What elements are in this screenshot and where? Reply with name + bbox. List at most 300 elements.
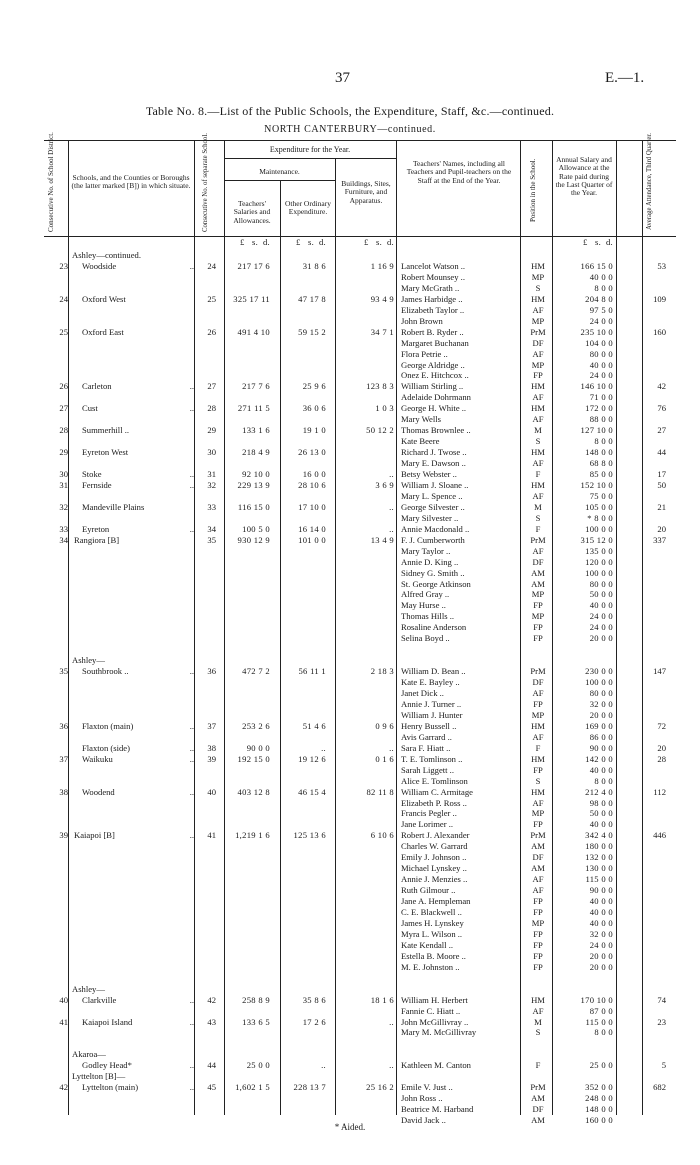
teachers-salaries: 25 0 0 (246, 1060, 270, 1071)
school-name: Stoke (82, 469, 102, 479)
position: AM (531, 567, 545, 578)
position: DF (532, 852, 544, 863)
other-expenditure: 19 1 0 (302, 425, 326, 436)
annual-salary: 152 10 0 (580, 479, 613, 490)
position: M (534, 501, 542, 512)
teachers-salaries: 472 7 2 (242, 666, 270, 677)
buildings-cost: .. (389, 501, 394, 512)
annual-salary: 98 0 0 (589, 797, 613, 808)
school-name: Woodside (82, 261, 117, 271)
annual-salary: 24 0 0 (589, 370, 613, 381)
table-row (44, 622, 676, 633)
position: MP (531, 315, 545, 326)
position: PrM (530, 830, 546, 841)
position: MP (531, 917, 545, 928)
table-row (44, 1104, 676, 1115)
annual-salary: 40 0 0 (589, 917, 613, 928)
table-row (44, 699, 676, 710)
position: FP (533, 939, 543, 950)
average-attendance: 17 (657, 469, 666, 479)
teacher-name: Avis Garrard .. (401, 731, 452, 742)
annual-salary: 104 0 0 (585, 337, 613, 348)
position: AF (532, 348, 544, 359)
pounds-label: £ (582, 237, 588, 247)
other-expenditure: 51 4 6 (302, 720, 326, 731)
teacher-name: Alfred Gray .. (401, 589, 450, 600)
teacher-name: Mary Silvester .. (401, 512, 459, 523)
average-attendance: 28 (657, 753, 666, 764)
teacher-name: Annie J. Menzies .. (401, 874, 468, 885)
table-row (44, 973, 676, 984)
table-row (44, 600, 676, 611)
teacher-name: Kate Kendall .. (401, 939, 454, 950)
other-expenditure: 228 13 7 (293, 1082, 326, 1093)
annual-salary: 80 0 0 (589, 578, 613, 589)
annual-salary: 40 0 0 (589, 896, 613, 906)
table-row (44, 381, 676, 392)
table-row (44, 1027, 676, 1038)
teachers-salaries: 217 17 6 (237, 261, 270, 271)
district-no: 38 (59, 786, 68, 797)
position: AF (532, 885, 544, 896)
table-row (44, 338, 676, 349)
buildings-cost: 93 4 9 (370, 293, 394, 304)
teacher-name: T. E. Tomlinson .. (401, 753, 463, 764)
teacher-name: Robert B. Ryder .. (401, 326, 464, 337)
position: PrM (530, 666, 546, 677)
buildings-cost: 13 4 9 (370, 534, 394, 545)
buildings-cost: .. (389, 1016, 394, 1027)
position: AM (531, 1115, 545, 1125)
school-no: 31 (207, 469, 216, 479)
table-row (44, 305, 676, 316)
table-row (44, 546, 676, 557)
position: DF (532, 337, 544, 348)
district-no: 30 (59, 469, 68, 479)
teacher-name: Elizabeth Taylor .. (401, 304, 465, 315)
school-name: Woodend (82, 786, 115, 797)
school-no: 41 (207, 830, 216, 841)
annual-salary: 50 0 0 (589, 808, 613, 819)
other-expenditure: 101 0 0 (298, 534, 326, 545)
teacher-name: John Ross .. (401, 1093, 443, 1104)
teacher-name: Annie D. King .. (401, 556, 459, 567)
school-no: 40 (207, 786, 216, 797)
table-row (44, 710, 676, 721)
pounds-label: £ (239, 237, 245, 247)
annual-salary: 20 0 0 (589, 950, 613, 961)
annual-salary: 148 0 0 (585, 447, 613, 458)
buildings-cost: .. (389, 469, 394, 479)
region-subtitle: NORTH CANTERBURY—continued. (264, 124, 436, 135)
school-no: 33 (207, 501, 216, 512)
table-row (44, 1082, 676, 1093)
annual-salary: 25 0 0 (589, 1060, 613, 1071)
position: MP (531, 808, 545, 819)
table-row (44, 1071, 676, 1082)
position: M (534, 1016, 542, 1027)
position: FP (533, 600, 543, 611)
schools-table (44, 132, 676, 1125)
district-no: 42 (59, 1082, 68, 1093)
school-name: Lyttelton (main) (82, 1082, 139, 1093)
teacher-name: William J. Sloane .. (401, 479, 469, 490)
table-row (44, 940, 676, 951)
position: HM (531, 720, 545, 731)
other-expenditure: .. (321, 742, 326, 753)
table-row (44, 995, 676, 1006)
annual-salary: 315 12 0 (580, 534, 613, 545)
teacher-name: Margaret Buchanan (401, 337, 469, 348)
table-row (44, 841, 676, 852)
district-no: 37 (59, 753, 68, 764)
annual-salary: 80 0 0 (589, 688, 613, 698)
teacher-name: John McGillivray .. (401, 1016, 469, 1027)
other-expenditure: 35 8 6 (302, 994, 326, 1005)
buildings-cost: 25 16 2 (366, 1082, 394, 1093)
leader-dots: .. (189, 381, 194, 392)
annual-salary: 115 0 0 (585, 1016, 613, 1027)
teacher-name: Janet Dick .. (401, 688, 444, 698)
position: M (534, 425, 542, 436)
table-row (44, 491, 676, 502)
teacher-name: Sidney G. Smith .. (401, 567, 465, 578)
position: AF (532, 797, 544, 808)
position: HM (531, 786, 545, 797)
school-no: 44 (207, 1060, 216, 1071)
table-row (44, 787, 676, 798)
leader-dots: .. (189, 666, 194, 677)
table-row (44, 732, 676, 743)
table-row (44, 819, 676, 830)
shillings-label: s. (307, 237, 315, 247)
table-row (44, 1017, 676, 1028)
teacher-name: Emile V. Just .. (401, 1082, 453, 1093)
table-row (44, 907, 676, 918)
position: AM (531, 578, 545, 589)
other-expenditure: 36 0 6 (302, 403, 326, 414)
teacher-name: David Jack .. (401, 1115, 446, 1125)
school-no: 28 (207, 403, 216, 414)
school-name: Oxford West (82, 293, 126, 304)
table-row (44, 776, 676, 787)
school-name: Kaiapoi [B] (74, 830, 115, 841)
annual-salary: 235 10 0 (580, 326, 613, 337)
teacher-name: Henry Bussell .. (401, 720, 457, 731)
position: PrM (530, 534, 546, 545)
school-name: Oxford East (82, 326, 124, 337)
district-no: 36 (59, 720, 68, 731)
table-row (44, 798, 676, 809)
district-no: 23 (59, 261, 68, 271)
annual-salary: 169 0 0 (585, 720, 613, 731)
table-row (44, 655, 676, 666)
table-row (44, 874, 676, 885)
district-no: 34 (59, 534, 68, 545)
annual-salary: 40 0 0 (589, 819, 613, 830)
leader-dots: .. (189, 720, 194, 731)
teacher-name: Mary M. McGillivray (401, 1027, 477, 1038)
teacher-name: George H. White .. (401, 403, 467, 414)
teachers-salaries: 92 10 0 (242, 469, 270, 479)
buildings-cost: 82 11 8 (366, 786, 394, 797)
leader-dots: .. (189, 479, 194, 490)
average-attendance: 20 (657, 523, 666, 534)
position: AF (532, 874, 544, 885)
school-no: 42 (207, 994, 216, 1005)
teacher-name: Robert Mounsey .. (401, 271, 465, 282)
teachers-salaries: 325 17 11 (233, 293, 270, 304)
school-no: 45 (207, 1082, 216, 1093)
annual-salary: 68 8 0 (589, 458, 613, 468)
school-name: Ashley— (72, 655, 105, 666)
position: AM (531, 863, 545, 874)
table-row (44, 644, 676, 655)
shillings-label: s. (594, 237, 602, 247)
position: MP (531, 589, 545, 600)
annual-salary: 71 0 0 (589, 392, 613, 403)
annual-salary: 127 10 0 (580, 425, 613, 436)
teacher-name: Mary L. Spence .. (401, 490, 463, 501)
teacher-name: George Silvester .. (401, 501, 465, 512)
position: F (535, 742, 541, 753)
buildings-cost: 0 1 6 (375, 753, 394, 764)
school-no: 30 (207, 447, 216, 458)
average-attendance: 446 (653, 830, 666, 841)
average-attendance: 5 (661, 1060, 666, 1071)
position: FP (533, 907, 543, 917)
teacher-name: F. J. Cumberworth (401, 534, 465, 545)
leader-dots: .. (189, 523, 194, 534)
annual-salary: 8 0 0 (594, 282, 613, 293)
table-row (44, 633, 676, 644)
table-row (44, 1038, 676, 1049)
table-row (44, 852, 676, 863)
teacher-name: Richard J. Twose .. (401, 447, 467, 458)
annual-salary: 100 0 0 (585, 567, 613, 578)
table-row (44, 480, 676, 491)
school-name: Eyreton West (82, 447, 129, 458)
header-schools: Schools, and the Counties or Boroughs (the latter marked [B]) in which situate. (71, 173, 191, 191)
position: MP (531, 359, 545, 370)
teacher-name: Emily J. Johnson .. (401, 852, 467, 863)
annual-salary: 40 0 0 (589, 907, 613, 917)
table-row (44, 316, 676, 327)
position: AM (531, 1093, 545, 1104)
teacher-name: M. E. Johnston .. (401, 961, 460, 972)
teacher-name: William H. Herbert (401, 994, 468, 1005)
annual-salary: 352 0 0 (585, 1082, 613, 1093)
school-no: 35 (207, 534, 216, 545)
buildings-cost: .. (389, 523, 394, 534)
position: F (535, 469, 541, 479)
position: HM (531, 479, 545, 490)
other-expenditure: 47 17 8 (298, 293, 326, 304)
table-row (44, 962, 676, 973)
position: FP (533, 622, 543, 633)
teacher-name: Lancelot Watson .. (401, 261, 466, 271)
table-row (44, 513, 676, 524)
table-row (44, 1049, 676, 1060)
buildings-cost: 0 9 6 (375, 720, 394, 731)
leader-dots: .. (189, 469, 194, 479)
position: AF (532, 458, 544, 468)
position: AM (531, 841, 545, 852)
annual-salary: 120 0 0 (585, 556, 613, 567)
school-no: 32 (207, 479, 216, 490)
position: AF (532, 731, 544, 742)
position: FP (533, 764, 543, 775)
teacher-name: Kate Beere (401, 436, 440, 447)
teacher-name: Kate E. Bayley .. (401, 677, 460, 687)
table-row (44, 360, 676, 371)
table-row (44, 666, 676, 677)
teacher-name: Michael Lynskey .. (401, 863, 467, 874)
teacher-name: William J. Hunter (401, 709, 463, 720)
buildings-cost: 2 18 3 (370, 666, 394, 677)
school-no: 25 (207, 293, 216, 304)
teachers-salaries: 271 11 5 (237, 403, 270, 414)
district-no: 28 (59, 425, 68, 436)
teacher-name: Betsy Webster .. (401, 469, 457, 479)
position: S (535, 775, 541, 786)
other-expenditure: 28 10 6 (298, 479, 326, 490)
teacher-name: May Hurse .. (401, 600, 446, 611)
average-attendance: 160 (653, 326, 666, 337)
position: S (535, 512, 541, 523)
header-teachers-names: Teachers' Names, including all Teachers and Pupil-teachers on the Staff at the End of the Year. (406, 159, 512, 185)
teachers-salaries: 133 1 6 (242, 425, 270, 436)
other-expenditure: 125 13 6 (293, 830, 326, 841)
school-no: 39 (207, 753, 216, 764)
school-no: 27 (207, 381, 216, 392)
table-row (44, 272, 676, 283)
annual-salary: * 8 0 0 (587, 512, 613, 523)
table-row (44, 951, 676, 962)
table-top-rule (44, 140, 676, 141)
district-no: 31 (59, 479, 68, 490)
position: FP (533, 370, 543, 381)
annual-salary: 160 0 0 (585, 1115, 613, 1125)
annual-salary: 24 0 0 (589, 939, 613, 950)
table-row (44, 896, 676, 907)
annual-salary: 40 0 0 (589, 359, 613, 370)
annual-salary: 132 0 0 (585, 852, 613, 863)
position: AF (532, 304, 544, 315)
annual-salary: 100 0 0 (585, 677, 613, 687)
position: S (535, 282, 541, 293)
annual-salary: 24 0 0 (589, 611, 613, 622)
school-name: Flaxton (side) (82, 742, 130, 753)
table-row (44, 327, 676, 338)
teacher-name: James H. Lynskey (401, 917, 464, 928)
teachers-salaries: 217 7 6 (242, 381, 270, 392)
header-teachers-salaries: Teachers' Salaries and Allowances. (233, 199, 271, 225)
shillings-label: s. (251, 237, 259, 247)
position: S (535, 436, 541, 447)
pence-label: d. (262, 237, 270, 247)
school-name: Waikuku (82, 753, 113, 764)
annual-salary: 80 0 0 (589, 348, 613, 359)
average-attendance: 23 (657, 1016, 666, 1027)
position: S (535, 1027, 541, 1038)
table-row (44, 447, 676, 458)
annual-salary: 170 10 0 (580, 994, 613, 1005)
school-name: Cust (82, 403, 98, 414)
average-attendance: 50 (657, 479, 666, 490)
position: AF (532, 545, 544, 556)
header-buildings: Buildings, Sites, Furniture, and Apparatus. (341, 179, 391, 205)
teacher-name: Kathleen M. Canton (401, 1060, 471, 1071)
pounds-label: £ (363, 237, 369, 247)
school-no: 34 (207, 523, 216, 534)
leader-dots: .. (189, 830, 194, 841)
position: FP (533, 633, 543, 644)
teacher-name: Jane A. Hempleman (401, 896, 471, 906)
teacher-name: Estella B. Moore .. (401, 950, 466, 961)
district-no: 35 (59, 666, 68, 677)
table-row (44, 984, 676, 995)
teachers-salaries: 1,602 1 5 (235, 1082, 270, 1093)
table-row (44, 754, 676, 765)
table-row (44, 436, 676, 447)
table-row (44, 1093, 676, 1104)
position: F (535, 523, 541, 534)
annual-salary: 85 0 0 (589, 469, 613, 479)
table-row (44, 458, 676, 469)
table-row (44, 830, 676, 841)
teachers-salaries: 258 8 9 (242, 994, 270, 1005)
annual-salary: 248 0 0 (585, 1093, 613, 1104)
annual-salary: 24 0 0 (589, 622, 613, 633)
other-expenditure: 26 13 0 (298, 447, 326, 458)
table-row (44, 502, 676, 513)
leader-dots: .. (189, 742, 194, 753)
annual-salary: 20 0 0 (589, 633, 613, 644)
table-row (44, 918, 676, 929)
position: PrM (530, 1082, 546, 1093)
teacher-name: Sarah Liggett .. (401, 764, 454, 775)
school-no: 29 (207, 425, 216, 436)
school-name: Eyreton (82, 523, 110, 534)
teacher-name: Elizabeth P. Ross .. (401, 797, 467, 808)
average-attendance: 21 (657, 501, 666, 512)
school-no: 37 (207, 720, 216, 731)
teachers-salaries: 1,219 1 6 (235, 830, 270, 841)
leader-dots: .. (189, 403, 194, 414)
annual-salary: 212 4 0 (585, 786, 613, 797)
teacher-name: Myra L. Wilson .. (401, 928, 463, 939)
table-row (44, 1060, 676, 1071)
table-row (44, 392, 676, 403)
position: HM (531, 381, 545, 392)
other-expenditure: 46 15 4 (298, 786, 326, 797)
shillings-label: s. (375, 237, 383, 247)
buildings-cost: 18 1 6 (370, 994, 394, 1005)
position: DF (532, 677, 544, 687)
position: FP (533, 928, 543, 939)
district-no: 32 (59, 501, 68, 512)
position: AF (532, 1005, 544, 1016)
other-expenditure: 59 15 2 (298, 326, 326, 337)
other-expenditure: 56 11 1 (298, 666, 326, 677)
annual-salary: 24 0 0 (589, 315, 613, 326)
buildings-cost: 1 16 9 (370, 261, 394, 271)
annual-salary: 100 0 0 (585, 523, 613, 534)
average-attendance: 53 (657, 261, 666, 271)
page-header (0, 70, 700, 90)
teacher-name: Mary Wells (401, 414, 441, 425)
